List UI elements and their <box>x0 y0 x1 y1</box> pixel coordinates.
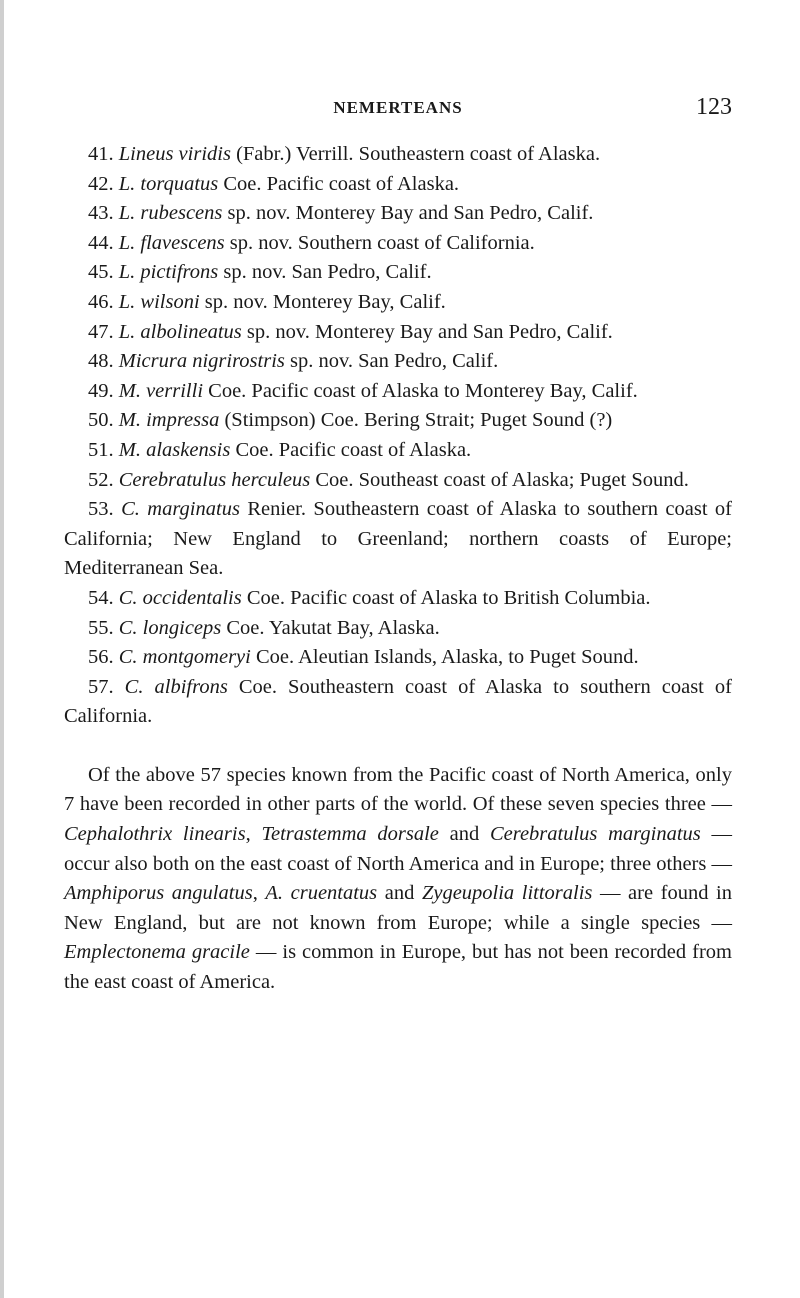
species-name: L. albolineatus <box>118 320 242 343</box>
species-entry <box>64 495 732 584</box>
species-name: M. alaskensis <box>118 438 231 461</box>
species-name: L. wilsoni <box>118 290 200 313</box>
species-name: Cerebratulus marginatus <box>489 823 701 846</box>
entry-number: 45. <box>88 261 114 284</box>
species-name: Cerebratulus herculeus <box>118 468 311 491</box>
entry-text: sp. nov. San Pedro, Calif. <box>218 261 432 284</box>
species-entry <box>64 288 732 318</box>
entry-number: 54. <box>88 586 114 609</box>
page-number: 123 <box>696 94 732 120</box>
species-name: Amphiporus angulatus <box>64 882 253 905</box>
species-entry <box>64 673 732 732</box>
species-name: L. rubescens <box>118 202 223 225</box>
text-run: and <box>438 823 490 846</box>
text-run: — occur also both on the east coast of North America and in Europe; three others — <box>64 823 733 875</box>
species-entry <box>64 140 732 170</box>
species-entry <box>64 614 732 644</box>
species-name: C. albifrons <box>124 675 228 698</box>
species-name: L. torquatus <box>118 172 219 195</box>
entry-text: sp. nov. Southern coast of California. <box>224 231 535 254</box>
species-entry <box>64 643 732 673</box>
entry-text: sp. nov. San Pedro, Calif. <box>284 350 499 373</box>
entry-number: 42. <box>88 172 114 195</box>
species-name: Emplectonema gracile <box>64 941 250 964</box>
entry-number: 48. <box>88 350 114 373</box>
species-entry <box>64 584 732 614</box>
species-name: M. impressa <box>118 409 220 432</box>
species-entry <box>64 318 732 348</box>
entry-number: 49. <box>88 379 114 402</box>
species-entry <box>64 377 732 407</box>
species-name: A. cruentatus <box>265 882 378 905</box>
species-name: L. pictifrons <box>118 261 219 284</box>
species-name: C. longiceps <box>118 616 222 639</box>
entry-number: 44. <box>88 231 114 254</box>
entry-text: (Fabr.) Verrill. Southeastern coast of Alaska. <box>230 143 601 165</box>
entry-number: 43. <box>88 202 114 225</box>
species-name: Zygeupolia littoralis <box>421 882 593 905</box>
summary-paragraph <box>64 761 732 998</box>
entry-text: Coe. Southeastern coast of Alaska to southern coast of California. <box>64 675 732 728</box>
species-name: Micrura nigrirostris <box>118 350 285 373</box>
text-run: — is common in Europe, but has not been recorded from the east coast of America. <box>64 941 732 994</box>
species-entry <box>64 406 732 436</box>
text-run: — are found in New England, but are not known from Europe; while a single species — <box>64 882 732 934</box>
species-entry <box>64 229 732 259</box>
species-name: L. flavescens <box>118 231 225 254</box>
entry-text: Coe. Pacific coast of Alaska. <box>230 438 472 461</box>
entry-text: Coe. Pacific coast of Alaska. <box>218 172 460 195</box>
species-name: C. montgomeryi <box>118 646 251 669</box>
entry-text: Coe. Pacific coast of Alaska to British Columbia. <box>241 586 651 609</box>
text-run: Of the above 57 species known from the Pacific coast of North America, only 7 have been recorded in other parts of the world. Of these seven species three — <box>64 763 732 816</box>
entry-number: 53. <box>88 498 114 521</box>
species-entry <box>64 436 732 466</box>
entry-text: Coe. Aleutian Islands, Alaska, to Puget Sound. <box>250 646 639 669</box>
entry-number: 46. <box>88 290 114 313</box>
page-edge <box>0 0 4 1298</box>
species-entry <box>64 466 732 496</box>
species-name: Lineus viridis <box>118 143 231 165</box>
entry-text: Coe. Pacific coast of Alaska to Monterey Bay, Calif. <box>203 379 638 402</box>
entry-number: 41. <box>88 143 114 165</box>
page-header <box>64 96 732 126</box>
species-entry <box>64 347 732 377</box>
entry-text: Coe. Yakutat Bay, Alaska. <box>221 616 440 639</box>
species-list <box>64 140 732 732</box>
species-entry <box>64 258 732 288</box>
species-name: C. occidentalis <box>118 586 242 609</box>
page-body <box>64 140 732 998</box>
running-title: NEMERTEANS <box>333 98 463 117</box>
entry-number: 56. <box>88 646 114 669</box>
species-name: M. verrilli <box>118 379 204 402</box>
entry-text: (Stimpson) Coe. Bering Strait; Puget Sound (?) <box>219 409 613 432</box>
entry-text: sp. nov. Monterey Bay and San Pedro, Calif. <box>241 320 613 343</box>
entry-text: Renier. Southeastern coast of Alaska to southern coast of California; New England to Greenland; northern coasts of Europe; Mediterranean Sea. <box>64 498 733 580</box>
text-run: , <box>252 882 266 905</box>
entry-number: 47. <box>88 320 114 343</box>
species-entry <box>64 170 732 200</box>
entry-number: 52. <box>88 468 114 491</box>
species-name: C. marginatus <box>121 498 240 521</box>
entry-text: sp. nov. Monterey Bay and San Pedro, Calif. <box>222 202 594 225</box>
species-name: Cephalothrix linearis <box>64 823 246 846</box>
text-run: , <box>245 823 262 846</box>
species-name: Tetrastemma dorsale <box>261 823 439 846</box>
text-run: and <box>377 882 422 905</box>
entry-number: 51. <box>88 438 114 461</box>
entry-text: sp. nov. Monterey Bay, Calif. <box>199 290 446 313</box>
species-entry <box>64 199 732 229</box>
entry-text: Coe. Southeast coast of Alaska; Puget Sound. <box>310 468 689 491</box>
entry-number: 57. <box>88 675 114 698</box>
entry-number: 55. <box>88 616 114 639</box>
entry-number: 50. <box>88 409 114 432</box>
